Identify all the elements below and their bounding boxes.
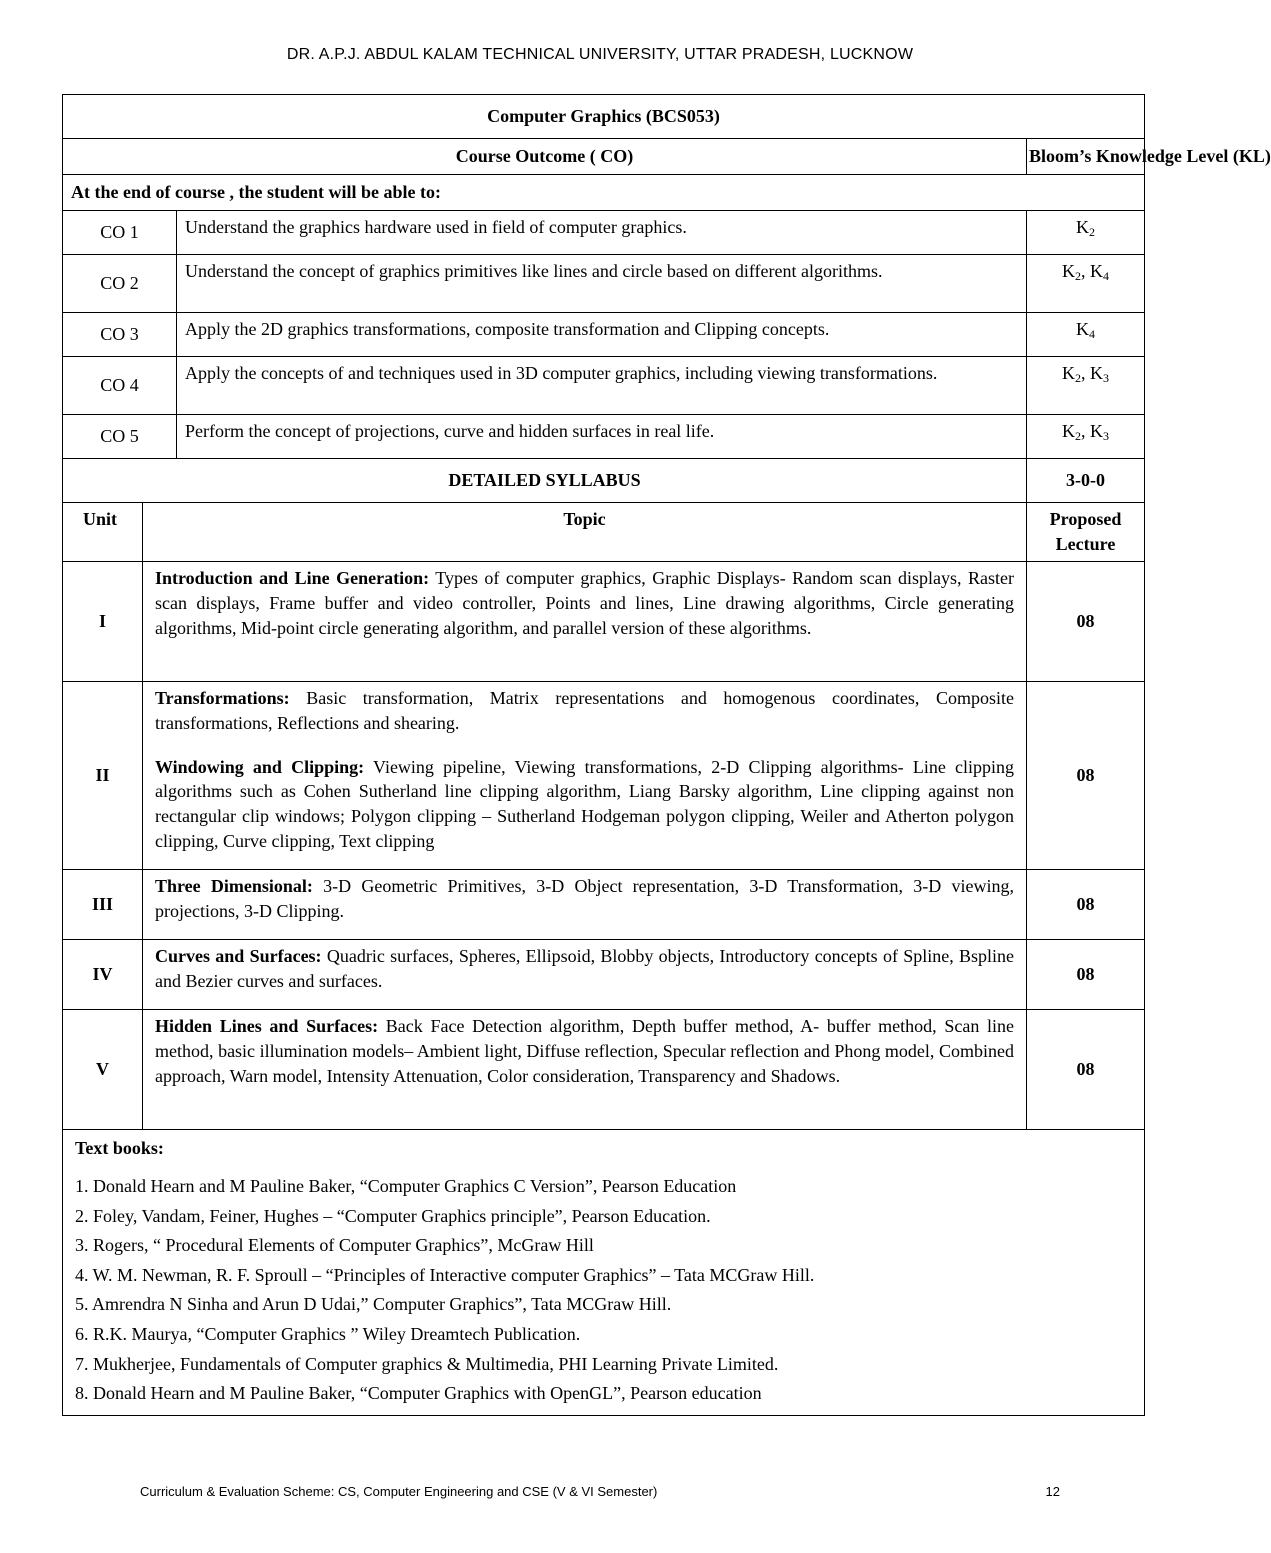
unit-row [63, 562, 1145, 682]
textbooks-row [63, 1130, 1145, 1415]
intro-row [63, 175, 1145, 211]
textbooks [63, 1130, 1145, 1415]
course-title: Computer Graphics (BCS053) [63, 95, 1145, 139]
syllabus-table [62, 94, 1271, 1416]
unit-topics [143, 940, 1027, 1010]
topic-paragraph [155, 566, 1014, 640]
course-outcomes [63, 211, 1145, 459]
syllabus-title: DETAILED SYLLABUS [63, 459, 1027, 503]
units [63, 562, 1145, 1130]
unit-lectures: 08 [1027, 940, 1145, 1010]
unit-row [63, 940, 1145, 1010]
unit-lectures: 08 [1027, 562, 1145, 682]
unit-number: IV [63, 940, 143, 1010]
topic-heading: Three Dimensional: [155, 876, 313, 897]
course-title-row [63, 95, 1145, 139]
co-header-row [63, 139, 1145, 175]
unit-lectures: 08 [1027, 1010, 1145, 1130]
topic-heading: Curves and Surfaces: [155, 946, 322, 967]
co-text: Understand the graphics hardware used in field of computer graphics. [177, 211, 1027, 255]
col-unit: Unit [63, 503, 143, 562]
textbook-item: 4. W. M. Newman, R. F. Sproull – “Principles of Interactive computer Graphics” – Tata MCGraw Hill. [75, 1264, 815, 1285]
col-lecture: Proposed Lecture [1027, 503, 1145, 562]
co-kl: $K_2$, $K_3$ [1027, 357, 1145, 415]
syllabus-title-row [63, 459, 1145, 503]
co-header-bloom: Bloom’s Knowledge Level (KL) [1027, 139, 1145, 175]
textbook-item: 1. Donald Hearn and M Pauline Baker, “Computer Graphics C Version”, Pearson Education [75, 1175, 737, 1196]
topic-paragraph [155, 686, 1014, 735]
unit-row [63, 870, 1145, 940]
co-text: Perform the concept of projections, curve and hidden surfaces in real life. [177, 415, 1027, 459]
co-id: CO 2 [63, 255, 177, 313]
co-text: Apply the concepts of and techniques used in 3D computer graphics, including viewing transformations. [177, 357, 1027, 415]
textbook-item: 8. Donald Hearn and M Pauline Baker, “Computer Graphics with OpenGL”, Pearson education [75, 1383, 762, 1404]
unit-row [63, 1010, 1145, 1130]
topic-text: Viewing pipeline, Viewing transformations, 2-D Clipping algorithms- Line clipping algorithms such as Cohen Sutherland line clipping algorithm, Liang Barsky algorithm, Line clipping against non rectangular clip windows; Polygon clipping – Sutherland Hodgeman polygon clipping, Weiler and Atherton polygon clipping, Curve clipping, Text clipping [155, 756, 1014, 851]
co-text: Apply the 2D graphics transformations, composite transformation and Clipping concepts. [177, 313, 1027, 357]
topic-paragraph [155, 944, 1014, 993]
page-header: DR. A.P.J. ABDUL KALAM TECHNICAL UNIVERSITY, UTTAR PRADESH, LUCKNOW [286, 46, 914, 63]
unit-topics [143, 562, 1027, 682]
co-header-outcome: Course Outcome ( CO) [63, 139, 1027, 175]
co-row [63, 211, 1145, 255]
topic-paragraph [155, 1014, 1014, 1088]
topic-text: Quadric surfaces, Spheres, Ellipsoid, Blobby objects, Introductory concepts of Spline, Bspline and Bezier curves and surfaces. [155, 946, 1014, 992]
co-kl: $K_2$, $K_4$ [1027, 255, 1145, 313]
syllabus-ltp: 3-0-0 [1027, 459, 1145, 503]
textbook-item: 2. Foley, Vandam, Feiner, Hughes – “Computer Graphics principle”, Pearson Education. [75, 1205, 711, 1226]
co-row [63, 313, 1145, 357]
co-row [63, 415, 1145, 459]
topic-text: Basic transformation, Matrix representations and homogenous coordinates, Composite transformations, Reflections and shearing. [155, 688, 1014, 734]
co-id: CO 5 [63, 415, 177, 459]
topic-heading: Introduction and Line Generation: [155, 568, 430, 589]
unit-topics [143, 682, 1027, 870]
unit-row [63, 682, 1145, 870]
co-row [63, 255, 1145, 313]
unit-number: V [63, 1010, 143, 1130]
textbook-item: 3. Rogers, “ Procedural Elements of Computer Graphics”, McGraw Hill [75, 1235, 594, 1256]
page-number: 12 [1045, 1484, 1060, 1499]
topic-text: Back Face Detection algorithm, Depth buffer method, A- buffer method, Scan line method, basic illumination models– Ambient light, Diffuse reflection, Specular reflection and Phong model, Combined approach, Warn model, Intensity Attenuation, Color consideration, Transparency and Shadows. [155, 1016, 1014, 1086]
topic-text: Types of computer graphics, Graphic Displays- Random scan displays, Raster scan displays, Frame buffer and video controller, Points and lines, Line drawing algorithms, Circle generating algorithms, Mid-point circle generating algorithm, and parallel version of these algorithms. [155, 568, 1014, 638]
unit-number: III [63, 870, 143, 940]
intro-text: At the end of course , the student will be able to: [63, 175, 1145, 211]
footer-text: Curriculum & Evaluation Scheme: CS, Computer Engineering and CSE (V & VI Semester) [140, 1484, 658, 1499]
topic-paragraph [155, 874, 1014, 923]
topic-heading: Transformations: [155, 688, 290, 709]
co-kl: $K_2$, $K_3$ [1027, 415, 1145, 459]
col-topic: Topic [143, 503, 1027, 562]
co-id: CO 4 [63, 357, 177, 415]
unit-topics [143, 870, 1027, 940]
unit-topics [143, 1010, 1027, 1130]
textbook-item: 7. Mukherjee, Fundamentals of Computer graphics & Multimedia, PHI Learning Private Limited. [75, 1353, 779, 1374]
textbooks-title: Text books: [75, 1138, 164, 1159]
syllabus-header-row [63, 503, 1145, 562]
unit-number: I [63, 562, 143, 682]
co-kl: $K_2$ [1027, 211, 1145, 255]
co-text: Understand the concept of graphics primitives like lines and circle based on different algorithms. [177, 255, 1027, 313]
topic-heading: Windowing and Clipping: [155, 756, 365, 777]
topic-heading: Hidden Lines and Surfaces: [155, 1016, 379, 1037]
unit-lectures: 08 [1027, 682, 1145, 870]
page-footer [140, 1484, 1060, 1499]
topic-paragraph [155, 755, 1014, 854]
textbook-item: 6. R.K. Maurya, “Computer Graphics ” Wiley Dreamtech Publication. [75, 1323, 581, 1344]
textbook-item: 5. Amrendra N Sinha and Arun D Udai,” Computer Graphics”, Tata MCGraw Hill. [75, 1294, 672, 1315]
co-kl: $K_4$ [1027, 313, 1145, 357]
unit-number: II [63, 682, 143, 870]
unit-lectures: 08 [1027, 870, 1145, 940]
co-id: CO 1 [63, 211, 177, 255]
topic-text: 3-D Geometric Primitives, 3-D Object representation, 3-D Transformation, 3-D viewing, projections, 3-D Clipping. [155, 876, 1014, 922]
co-id: CO 3 [63, 313, 177, 357]
co-row [63, 357, 1145, 415]
